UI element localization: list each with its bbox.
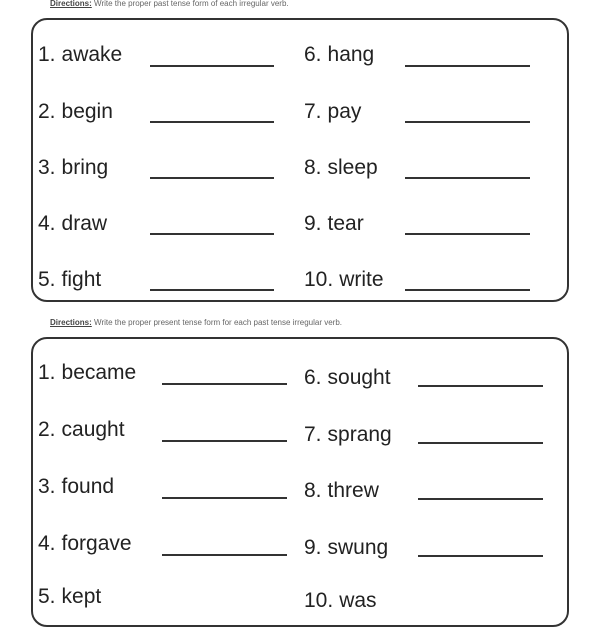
s2-answer-line-1[interactable] <box>162 383 287 385</box>
s1-item-1: 1. awake <box>38 43 123 66</box>
s1-item-2: 2. begin <box>38 100 113 123</box>
s2-item-2: 2. caught <box>38 418 125 441</box>
s1-answer-line-7[interactable] <box>405 121 530 123</box>
s2-item-3: 3. found <box>38 475 115 498</box>
section1-directions <box>50 0 289 8</box>
s2-item-7: 7. sprang <box>304 423 392 446</box>
s1-answer-line-4[interactable] <box>150 233 274 235</box>
s1-item-10: 10. write <box>304 268 384 291</box>
s1-answer-line-1[interactable] <box>150 65 274 67</box>
s2-item-4: 4. forgave <box>38 532 132 555</box>
section2-directions-label: Directions: <box>50 318 92 327</box>
s1-item-9: 9. tear <box>304 212 364 235</box>
s1-item-4: 4. draw <box>38 212 108 235</box>
s1-answer-line-2[interactable] <box>150 121 274 123</box>
s1-item-6: 6. hang <box>304 43 375 66</box>
s2-answer-line-3[interactable] <box>162 497 287 499</box>
s2-item-9: 9. swung <box>304 536 389 559</box>
s1-answer-line-5[interactable] <box>150 289 274 291</box>
s1-answer-line-10[interactable] <box>405 289 530 291</box>
s2-answer-line-7[interactable] <box>418 442 543 444</box>
s2-answer-line-8[interactable] <box>418 498 543 500</box>
s1-item-8: 8. sleep <box>304 156 378 179</box>
s2-item-1: 1. became <box>38 361 137 384</box>
s2-item-10: 10. was <box>304 589 377 612</box>
section2-directions <box>50 318 342 327</box>
s2-item-5: 5. kept <box>38 585 102 608</box>
s1-item-5: 5. fight <box>38 268 102 291</box>
s1-answer-line-9[interactable] <box>405 233 530 235</box>
s2-answer-line-2[interactable] <box>162 440 287 442</box>
s2-answer-line-4[interactable] <box>162 554 287 556</box>
s1-item-3: 3. bring <box>38 156 109 179</box>
s1-item-7: 7. pay <box>304 100 362 123</box>
s1-answer-line-8[interactable] <box>405 177 530 179</box>
section1-directions-label: Directions: <box>50 0 92 8</box>
s2-item-6: 6. sought <box>304 366 391 389</box>
section2-directions-text: Write the proper present tense form for each past tense irregular verb. <box>94 318 343 327</box>
s2-answer-line-6[interactable] <box>418 385 543 387</box>
s2-item-8: 8. threw <box>304 479 379 502</box>
s1-answer-line-6[interactable] <box>405 65 530 67</box>
s1-answer-line-3[interactable] <box>150 177 274 179</box>
s2-answer-line-9[interactable] <box>418 555 543 557</box>
section1-directions-text: Write the proper past tense form of each irregular verb. <box>94 0 289 8</box>
